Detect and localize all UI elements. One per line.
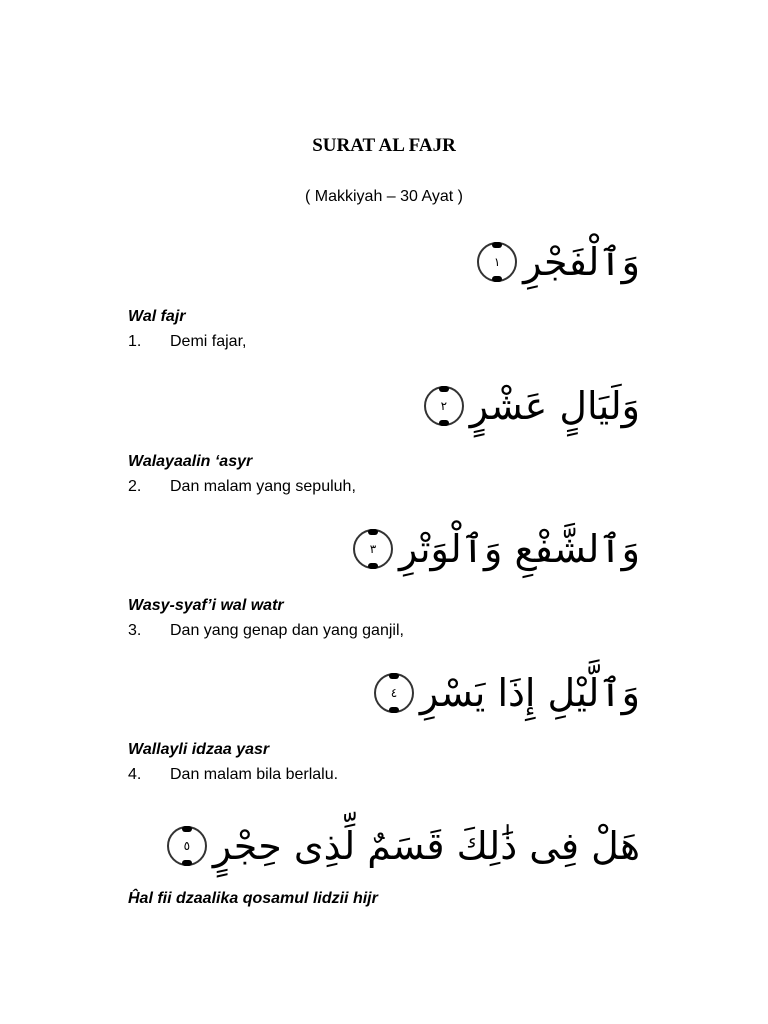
meaning-text: Dan malam bila berlalu. (170, 766, 339, 783)
list-number: 3. (128, 622, 142, 639)
verse-meaning (128, 478, 356, 496)
page-title: SURAT AL FAJR (312, 135, 456, 156)
verse-arabic (167, 816, 640, 876)
arabic-text: هَلْ فِى ذَٰلِكَ قَسَمٌ لِّذِى حِجْرٍ (212, 824, 640, 868)
verse-number-marker-icon: ٢ (424, 386, 464, 426)
verse-number-marker-icon: ٥ (167, 826, 207, 866)
verse-arabic (353, 519, 640, 579)
verse-transliteration: Ĥal fii dzaalika qosamul lidzii hijr (128, 890, 378, 907)
verse-number-marker-icon: ١ (477, 242, 517, 282)
list-number: 2. (128, 478, 142, 495)
list-number: 4. (128, 766, 142, 783)
verse-arabic (424, 376, 640, 436)
arabic-text: وَٱلْفَجْرِ (523, 240, 640, 284)
verse-transliteration: Walayaalin ‘asyr (128, 453, 253, 470)
subtitle: ( Makkiyah – 30 Ayat ) (305, 188, 463, 205)
verse-meaning (128, 333, 246, 351)
meaning-text: Dan yang genap dan yang ganjil, (170, 622, 404, 639)
meaning-text: Demi fajar, (170, 333, 247, 350)
list-number: 1. (128, 333, 142, 350)
verse-number-marker-icon: ٤ (374, 673, 414, 713)
arabic-text: وَلَيَالٍ عَشْرٍ (469, 384, 640, 428)
verse-transliteration: Wal fajr (128, 308, 186, 325)
arabic-text: وَٱلشَّفْعِ وَٱلْوَتْرِ (399, 527, 640, 571)
verse-meaning (128, 622, 404, 640)
verse-meaning (128, 766, 338, 784)
verse-transliteration: Wasy-syaf’i wal watr (128, 597, 284, 614)
verse-transliteration: Wallayli idzaa yasr (128, 741, 270, 758)
verse-arabic (374, 663, 640, 723)
verse-arabic (477, 232, 640, 292)
meaning-text: Dan malam yang sepuluh, (170, 478, 356, 495)
arabic-text: وَٱلَّيْلِ إِذَا يَسْرِ (419, 671, 640, 715)
verse-number-marker-icon: ٣ (353, 529, 393, 569)
